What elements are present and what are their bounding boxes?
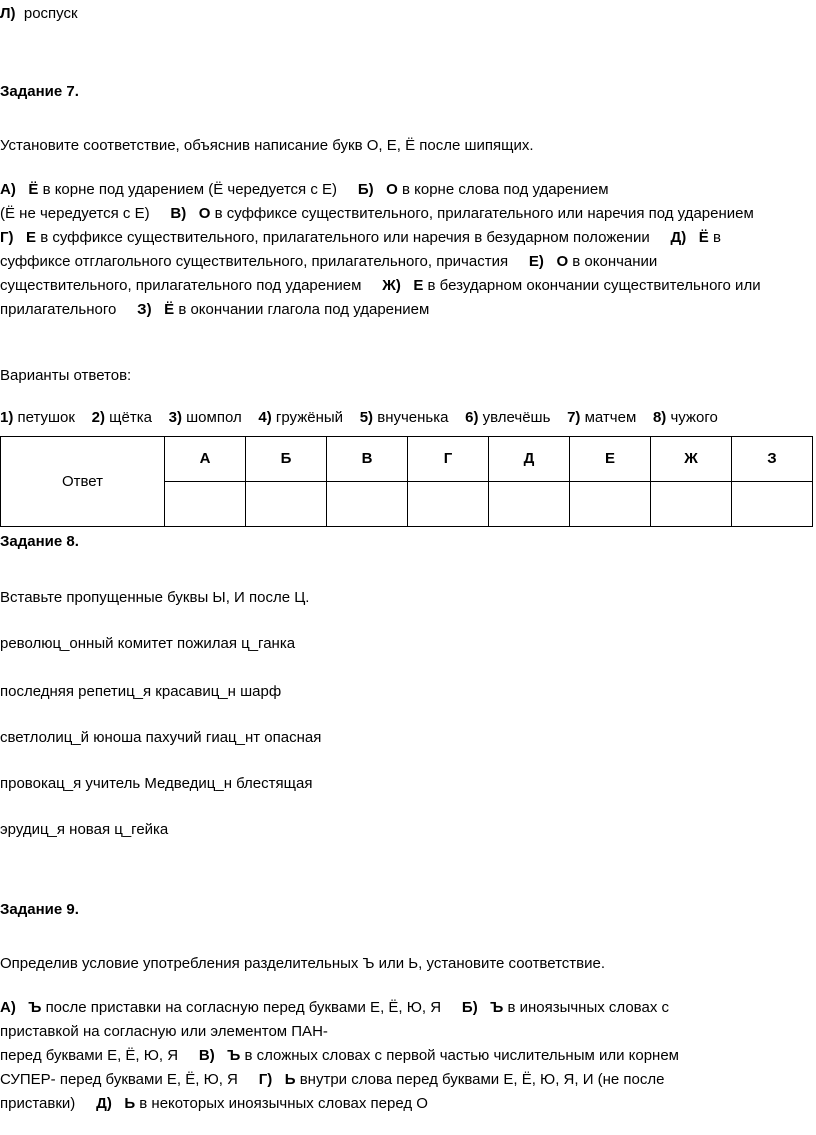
answer-table (0, 436, 813, 527)
answer-cell-zh[interactable] (651, 482, 732, 527)
task7-variants-list: 1) петушок 2) щётка 3) шомпол 4) гружёный 5) внученька 6) увлечёшь 7) матчем 8) чужого (0, 409, 718, 426)
task9-rules-line-4: СУПЕР- перед буквами Е, Ё, Ю, Я Г) Ь внутри слова перед буквами Е, Ё, Ю, Я, И (не после (0, 1071, 665, 1088)
task8-instruction: Вставьте пропущенные буквы Ы, И после Ц. (0, 589, 310, 606)
answer-header-g: Г (408, 437, 489, 482)
answer-cell-z[interactable] (732, 482, 813, 527)
task8-line-1: революц_онный комитет пожилая ц_ганка (0, 635, 296, 652)
answer-header-e: Е (570, 437, 651, 482)
task7-rules-line-3: Г) Е в суффиксе существительного, прилагательного или наречия в безударном положении Д) Ё в (0, 229, 721, 246)
task9-rules-line-3: перед буквами Е, Ё, Ю, Я В) Ъ в сложных словах с первой частью числительным или корнем (0, 1047, 679, 1064)
task8-line-5: эрудиц_я новая ц_гейка (0, 821, 169, 838)
answer-header-d: Д (489, 437, 570, 482)
task9-rules-line-2: приставкой на согласную или элементом ПАН- (0, 1023, 328, 1040)
answer-row-label: Ответ (1, 437, 165, 527)
answer-header-v: В (327, 437, 408, 482)
answer-cell-a[interactable] (165, 482, 246, 527)
answer-cell-b[interactable] (246, 482, 327, 527)
task7-rules-line-2: (Ё не чередуется с Е) В) О в суффиксе существительного, прилагательного или наречия под ударением (0, 205, 754, 222)
task7-rules-line-1: А) Ё в корне под ударением (Ё чередуется с Е) Б) О в корне слова под ударением (0, 181, 609, 198)
answer-header-z: З (732, 437, 813, 482)
task7-rules-line-4: суффиксе отглагольного существительного, прилагательного, причастия Е) О в окончании (0, 253, 658, 270)
task7-variants-label: Варианты ответов: (0, 367, 132, 384)
answer-header-b: Б (246, 437, 327, 482)
answer-cell-e[interactable] (570, 482, 651, 527)
task8-line-3: светлолиц_й юноша пахучий гиац_нт опасная (0, 729, 322, 746)
answer-cell-g[interactable] (408, 482, 489, 527)
answer-cell-d[interactable] (489, 482, 570, 527)
task7-rules-line-5: существительного, прилагательного под ударением Ж) Е в безударном окончании существительного или (0, 277, 761, 294)
task7-instruction: Установите соответствие, объяснив написание букв О, Е, Ё после шипящих. (0, 137, 534, 154)
task9-rules-line-1: А) Ъ после приставки на согласную перед буквами Е, Ё, Ю, Я Б) Ъ в иноязычных словах с (0, 999, 669, 1016)
task7-rules-line-6: прилагательного З) Ё в окончании глагола под ударением (0, 301, 430, 318)
task8-title: Задание 8. (0, 533, 79, 550)
task9-title: Задание 9. (0, 901, 79, 918)
task9-rules-line-5: приставки) Д) Ь в некоторых иноязычных словах перед О (0, 1095, 428, 1112)
task8-line-2: последняя репетиц_я красавиц_н шарф (0, 683, 282, 700)
task8-line-4: провокац_я учитель Медведиц_н блестящая (0, 775, 313, 792)
answer-header-a: А (165, 437, 246, 482)
answer-header-zh: Ж (651, 437, 732, 482)
task9-instruction: Определив условие употребления разделительных Ъ или Ь, установите соответствие. (0, 955, 606, 972)
prev-answer-line: Л) роспуск (0, 5, 78, 22)
task7-title: Задание 7. (0, 83, 79, 100)
answer-cell-v[interactable] (327, 482, 408, 527)
